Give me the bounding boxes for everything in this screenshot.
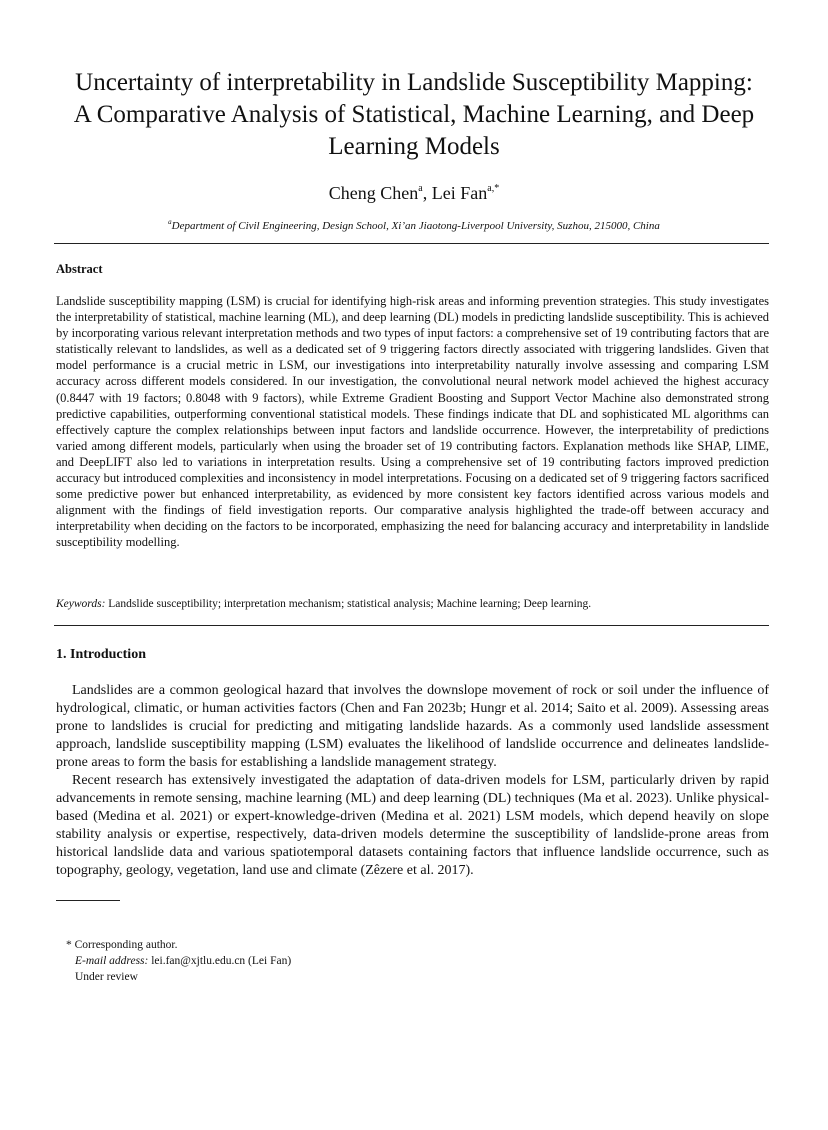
abstract-heading: Abstract: [56, 262, 103, 276]
paragraph: Landslides are a common geological hazard that involves the downslope movement of rock or soil under the influence of hydrological, climatic, or human activities factors (Chen and Fan 2023b; Hungr et al. 2014; Saito et al. 2009). Assessing areas prone to landslides is crucial for predicting and mitigating landslide hazards. As a commonly used landslide assessment approach, landslide susceptibility mapping (LSM) evaluates the likelihood of landslide occurrence and delineates landslide-prone areas to form the basis for establishing a landslide management strategy.: [56, 683, 769, 770]
title-line: Learning Models: [328, 133, 500, 160]
paper-title: [40, 67, 788, 163]
author-list: [0, 177, 828, 205]
author-name: Lei Fan: [431, 183, 488, 203]
author-separator: ,: [422, 183, 432, 203]
introduction-body: [56, 682, 769, 880]
abstract-text: Landslide susceptibility mapping (LSM) is crucial for identifying high-risk areas and informing prevention strategies. This study investigates the interpretability of statistical, machine learning (ML), and deep learning (DL) models in predicting landslide susceptibility. This is achieved by incorporating various relevant interpretation methods and two types of input factors: a comprehensive set of 19 contributing factors that are statistically relevant to landslides, as well as a dedicated set of 9 triggering factors directly associated with triggering landslides. Given that model performance is a crucial metric in LSM, our investigations into interpretability naturally involve assessing and comparing LSM accuracy across different models considered. In our investigation, the convolutional neural network model achieved the highest accuracy (0.8447 with 19 factors; 0.8048 with 9 factors), while Extreme Gradient Boosting and Support Vector Machine also demonstrated strong predictive capabilities, outperforming conventional statistical models. These findings indicate that DL and sophisticated ML algorithms can effectively capture the complex relationships between input factors and landslide occurrence. However, the interpretability of predictions varied among different models, particularly when using the broader set of 19 contributing factors. Explanation methods like SHAP, LIME, and DeepLIFT also led to variations in interpretation results. Using a comprehensive set of 19 contributing factors improved prediction accuracy but introduced complexities and inconsistency in model interpretations. Focusing on a dedicated set of 9 triggering factors sacrificed some predictive power but enhanced interpretability, as evidenced by more consistent key factors identified across various models and alignment with the findings of field investigation reports. Our comparative analysis highlighted the trade-off between accuracy and interpretability when deciding on the factors to be incorporated, emphasizing the need for balancing accuracy and interpretability in landslide susceptibility modelling.: [56, 294, 769, 550]
affiliation: [0, 214, 828, 234]
affiliation-text: Department of Civil Engineering, Design School, Xi’an Jiaotong-Liverpool University, Suzhou, 215000, China: [171, 220, 660, 232]
author-affiliation-mark: a,*: [487, 183, 500, 194]
section-divider: [54, 625, 769, 626]
email-label: E-mail address:: [75, 955, 149, 967]
email-address: lei.fan@xjtlu.edu.cn (Lei Fan): [148, 955, 292, 967]
corresponding-author-note: * Corresponding author.: [66, 939, 178, 951]
keywords-text: Landslide susceptibility; interpretation mechanism; statistical analysis; Machine learning; Deep learning.: [105, 598, 592, 610]
review-status: Under review: [75, 971, 138, 983]
paragraph: Recent research has extensively investigated the adaptation of data-driven models for LSM, particularly driven by rapid advancements in remote sensing, machine learning (ML) and deep learning (DL) techniques (Ma et al. 2023). Unlike physical-based (Medina et al. 2021) or expert-knowledge-driven (Medina et al. 2021) LSM models, which depend heavily on slope stability analysis or expertise, respectively, data-driven models determine the susceptibility of landslide-prone areas from historical landslide data and various spatiotemporal datasets containing factors that influence landslide occurrence, such as topography, geology, vegetation, land use and climate (Zêzere et al. 2017).: [56, 773, 769, 878]
keywords-label: Keywords:: [56, 598, 106, 610]
email-line: [66, 953, 291, 969]
footnote: [66, 937, 291, 985]
title-line: Uncertainty of interpretability in Landslide Susceptibility Mapping:: [75, 69, 753, 96]
author-affiliation-mark: a: [418, 183, 423, 194]
footnote-divider: [56, 900, 120, 901]
keywords: [56, 597, 769, 612]
section-divider: [54, 243, 769, 244]
affiliation-mark: a: [168, 218, 172, 226]
section-heading: 1. Introduction: [56, 647, 146, 662]
title-line: A Comparative Analysis of Statistical, Machine Learning, and Deep: [73, 101, 755, 128]
author-name: Cheng Chen: [328, 183, 419, 203]
